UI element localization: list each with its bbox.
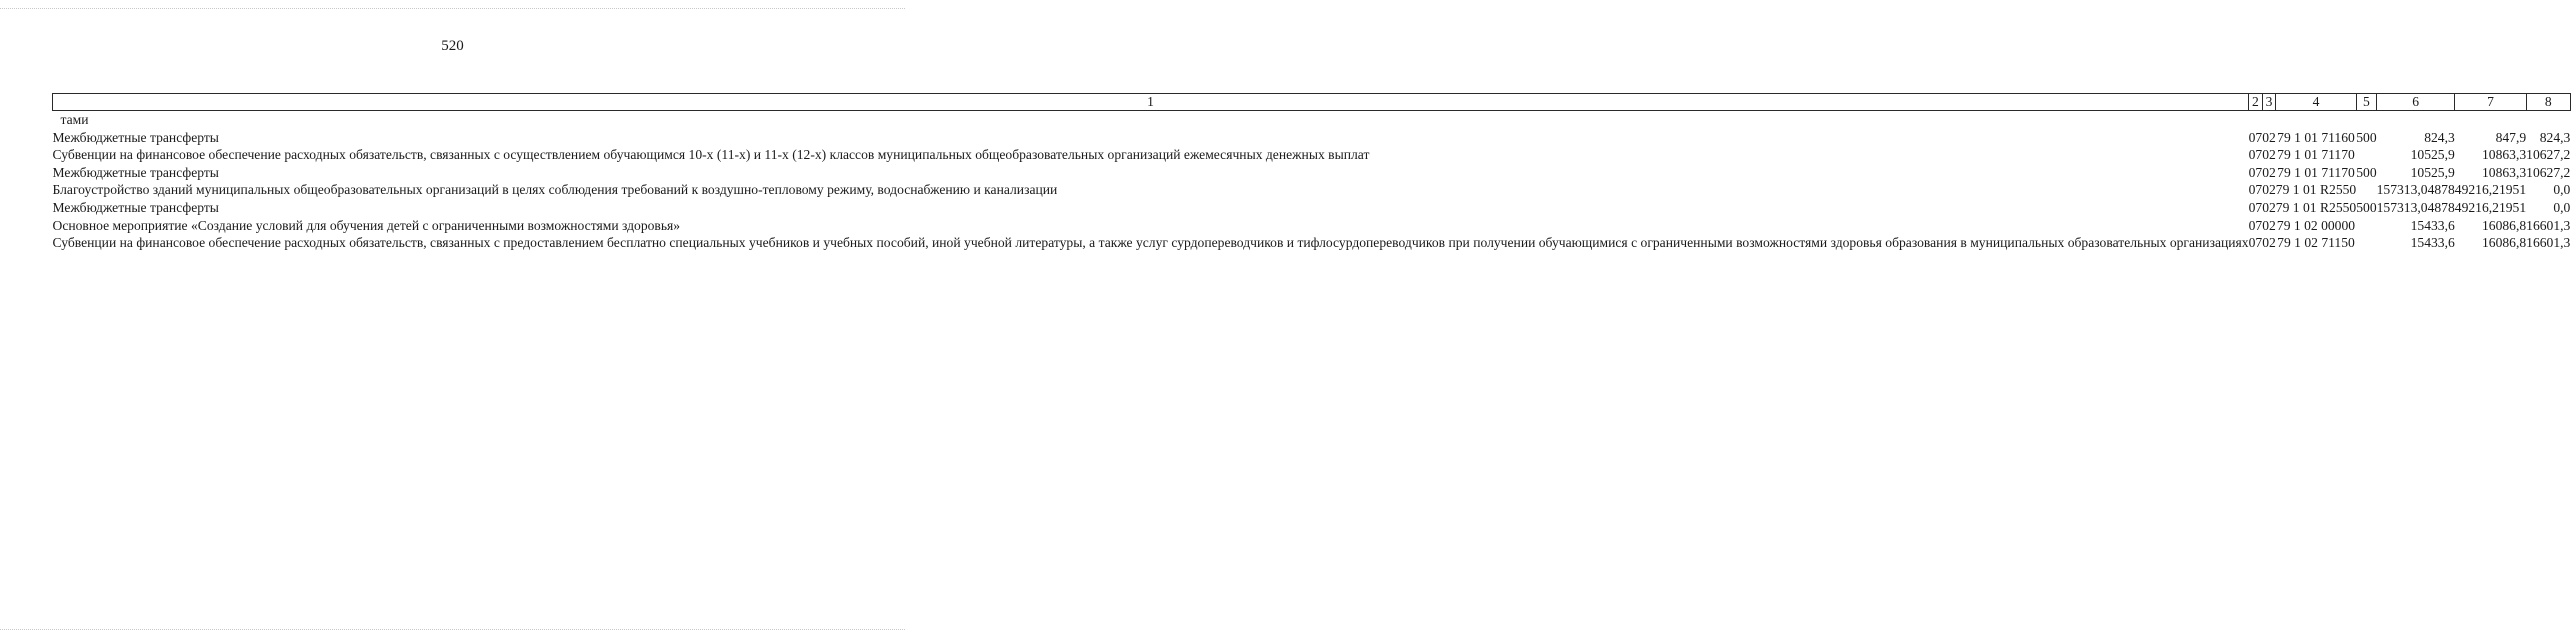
header-col-3: 3	[2262, 94, 2276, 111]
table-row	[53, 129, 2571, 147]
row-subsection: 02	[2262, 129, 2276, 145]
row-expense-type: 500	[2356, 164, 2377, 180]
row-amount-year-2	[2455, 111, 2526, 129]
row-amount-year-2: 16086,8	[2481, 235, 2527, 251]
header-col-2: 2	[2249, 94, 2263, 111]
row-amount-year-2: 16086,8	[2481, 217, 2527, 233]
table-row	[53, 199, 2571, 217]
row-name: Основное мероприятие «Создание условий для обучения детей с ограниченными возможностями здоровья»	[52, 217, 681, 233]
header-col-1: 1	[53, 94, 2249, 111]
row-amount-year-3: 0,0	[2553, 199, 2571, 215]
row-amount-year-1: 824,3	[2424, 129, 2455, 145]
row-expense-type: 500	[2356, 199, 2377, 215]
row-name: Субвенции на финансовое обеспечение расходных обязательств, связанных с осуществлением обучающимся 10-х (11-х) и 11-х (12-х) классов муниципальных общеобразовательных организаций ежемесячных денежных выплат	[52, 147, 1370, 163]
row-target-article: 79 1 02 00000	[2276, 217, 2356, 233]
row-amount-year-3: 16601,3	[2526, 217, 2571, 233]
row-expense-type	[2356, 181, 2376, 199]
row-subsection: 02	[2262, 164, 2276, 180]
row-amount-year-2: 847,9	[2495, 129, 2527, 145]
row-target-article: 79 1 01 71170	[2277, 164, 2355, 180]
row-name: Субвенции на финансовое обеспечение расходных обязательств, связанных с предоставлением бесплатно специальных учебников и учебных пособий, иной учебной литературы, а также услуг сурдопереводчиков и тифлосурдопереводчиков при получении обучающимися с ограниченными возможностями здоровья образования в муниципальных образовательных организациях	[52, 235, 2249, 251]
row-amount-year-1: 10525,9	[2410, 147, 2455, 163]
scan-bottom-edge	[0, 629, 905, 632]
row-amount-year-2: 10863,3	[2481, 164, 2527, 180]
row-target-article: 79 1 02 71150	[2277, 235, 2355, 251]
row-name: тами	[60, 112, 89, 127]
table-row	[53, 164, 2571, 182]
row-amount-year-3: 10627,2	[2526, 164, 2571, 180]
row-subsection: 02	[2262, 199, 2276, 215]
row-section: 07	[2248, 235, 2263, 251]
row-amount-year-3: 10627,2	[2526, 147, 2571, 163]
row-target-article	[2276, 111, 2356, 129]
row-amount-year-1: 15433,6	[2410, 235, 2455, 251]
row-expense-type	[2356, 234, 2376, 252]
table-row	[53, 217, 2571, 235]
budget-table	[52, 93, 2571, 252]
table-row	[53, 234, 2571, 252]
row-section: 07	[2248, 164, 2263, 180]
table-row	[53, 111, 2571, 129]
row-amount-year-1: 157313,04878	[2376, 182, 2455, 198]
row-section: 07	[2248, 182, 2263, 198]
table-row	[53, 146, 2571, 164]
row-target-article: 79 1 01 71170	[2277, 147, 2355, 163]
row-expense-type	[2356, 217, 2376, 235]
row-name: Межбюджетные трансферты	[52, 164, 219, 180]
row-target-article: 79 1 01 R2550	[2275, 182, 2357, 198]
row-amount-year-1	[2377, 111, 2455, 129]
row-section: 07	[2248, 147, 2263, 163]
row-subsection: 02	[2262, 235, 2276, 251]
row-section: 07	[2248, 199, 2263, 215]
header-col-7: 7	[2455, 94, 2526, 111]
row-name: Межбюджетные трансферты	[52, 199, 219, 215]
row-section	[2249, 111, 2263, 129]
scan-top-edge	[0, 8, 905, 11]
row-amount-year-2: 49216,21951	[2454, 199, 2527, 215]
table-header	[53, 94, 2571, 111]
page-number: 520	[441, 38, 464, 54]
row-subsection: 02	[2262, 147, 2276, 163]
row-subsection: 02	[2262, 217, 2276, 233]
row-amount-year-1: 157313,04878	[2376, 199, 2455, 215]
row-name: Благоустройство зданий муниципальных общеобразовательных организаций в целях соблюдения требований к воздушно-тепловому режиму, водоснабжению и канализации	[52, 182, 1058, 198]
header-col-6: 6	[2377, 94, 2455, 111]
row-expense-type: 500	[2356, 129, 2377, 145]
row-expense-type	[2356, 146, 2376, 164]
row-amount-year-3: 0,0	[2553, 182, 2571, 198]
row-expense-type	[2356, 111, 2376, 129]
row-name: Межбюджетные трансферты	[52, 129, 219, 145]
row-target-article: 79 1 01 R2550	[2275, 199, 2357, 215]
header-col-8: 8	[2526, 94, 2570, 111]
row-amount-year-3: 16601,3	[2526, 235, 2571, 251]
row-subsection	[2262, 111, 2276, 129]
row-section: 07	[2248, 129, 2263, 145]
table-row	[53, 181, 2571, 199]
row-target-article: 79 1 01 71160	[2277, 129, 2355, 145]
row-amount-year-2: 10863,3	[2481, 147, 2527, 163]
row-amount-year-2: 49216,21951	[2454, 182, 2527, 198]
header-col-4: 4	[2276, 94, 2356, 111]
row-section: 07	[2248, 217, 2263, 233]
row-amount-year-3: 824,3	[2539, 129, 2571, 145]
row-amount-year-1: 15433,6	[2410, 217, 2455, 233]
row-amount-year-1: 10525,9	[2410, 164, 2455, 180]
row-amount-year-3	[2526, 111, 2570, 129]
header-col-5: 5	[2356, 94, 2376, 111]
row-subsection: 02	[2262, 182, 2276, 198]
table-body	[53, 111, 2571, 252]
